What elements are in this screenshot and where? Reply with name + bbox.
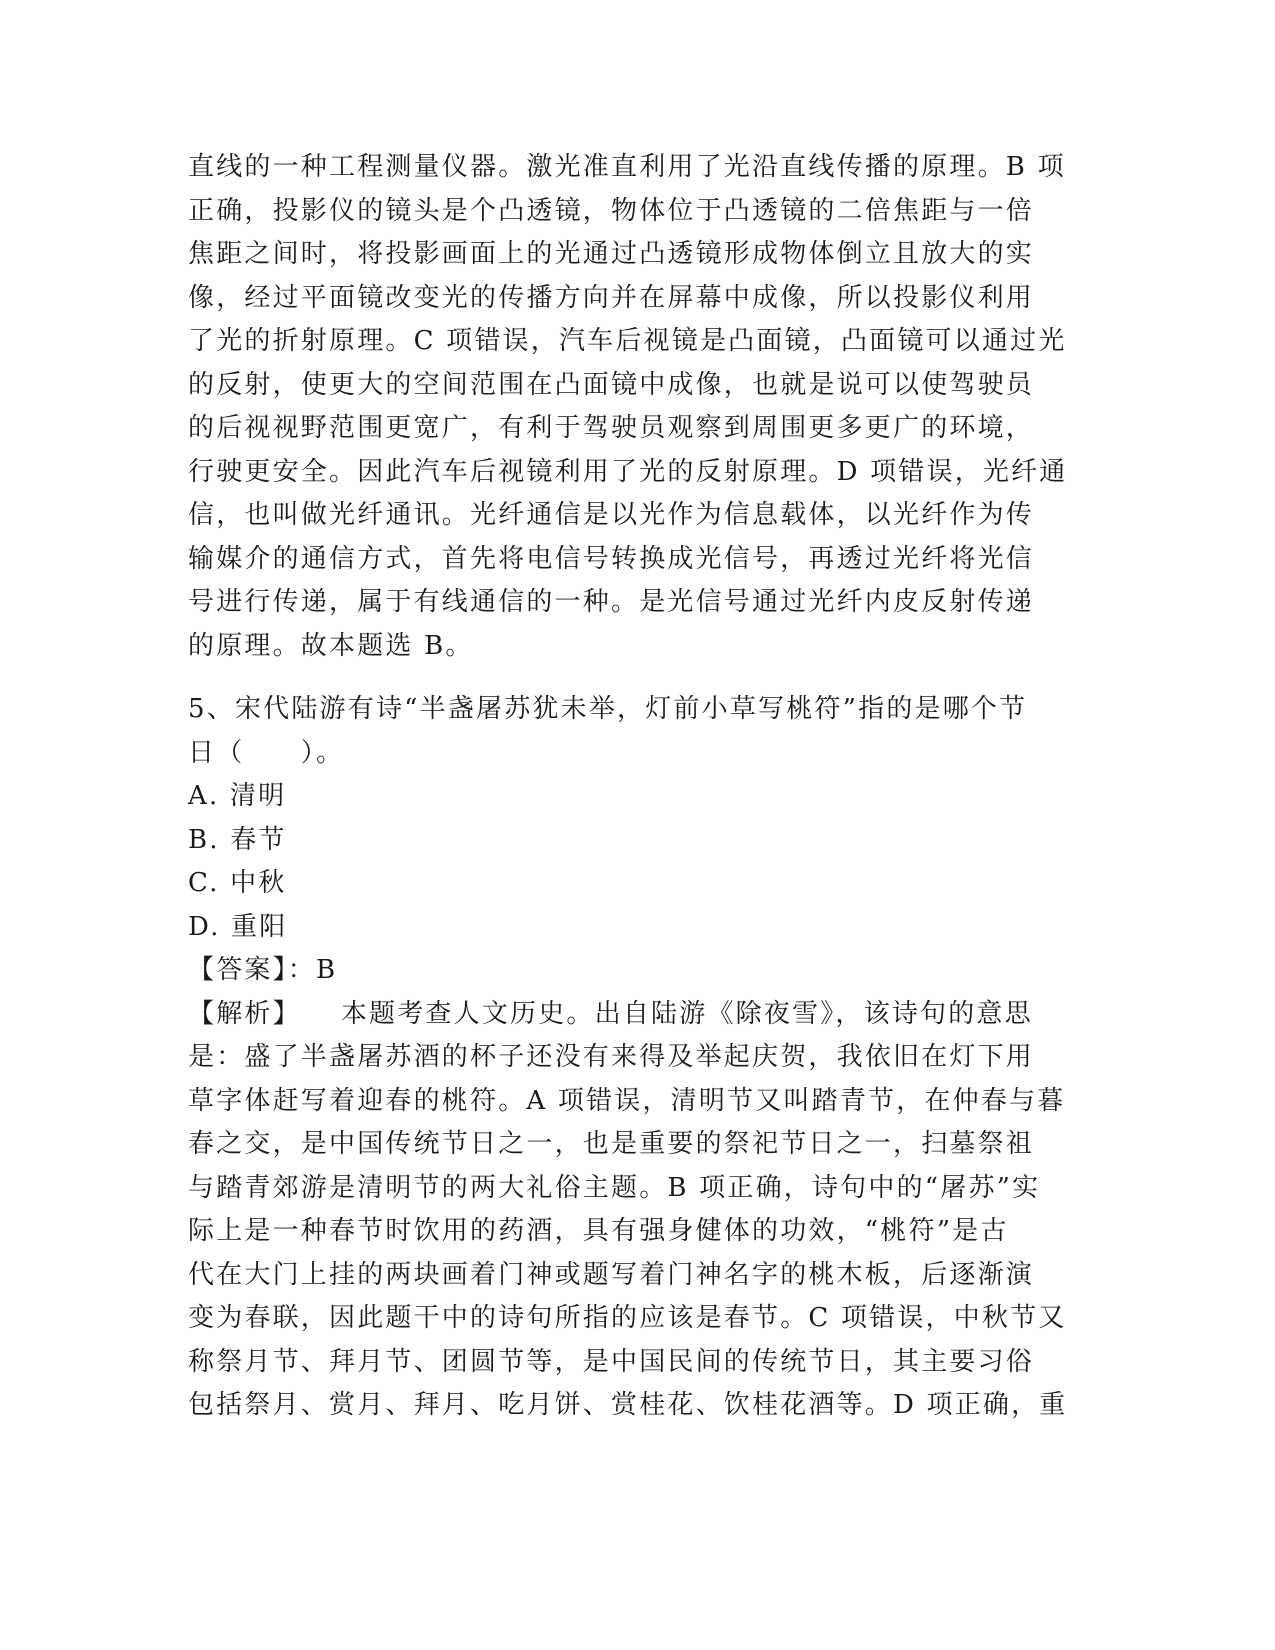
analysis-line: 是：盛了半盏屠苏酒的杯子还没有来得及举起庆贺，我依旧在灯下用 [188, 1042, 1035, 1072]
explanation-line: 焦距之间时，将投影画面上的光通过凸透镜形成物体倒立且放大的实 [188, 239, 1035, 269]
analysis-first-text: 本题考查人文历史。出自陆游《除夜雪》，该诗句的意思 [340, 998, 1033, 1029]
analysis-first-line [188, 993, 1088, 1037]
question-block [188, 688, 1088, 1428]
explanation-line: 信，也叫做光纤通讯。光纤通信是以光作为信息载体，以光纤作为传 [188, 500, 1035, 530]
option-d: D. 重阳 [188, 911, 288, 942]
explanation-line: 直线的一种工程测量仪器。激光准直利用了光沿直线传播的原理。B 项 [188, 152, 1066, 182]
option-c: C. 中秋 [188, 868, 287, 898]
answer-row [188, 949, 1088, 993]
question-title-line: 5、宋代陆游有诗“半盏屠苏犹未举，灯前小草写桃符”指的是哪个节 [188, 694, 1028, 724]
analysis-line: 草字体赶写着迎春的桃符。A 项错误，清明节又叫踏青节，在仲春与暮 [188, 1085, 1066, 1116]
explanation-line: 行驶更安全。因此汽车后视镜利用了光的反射原理。D 项错误，光纤通 [188, 456, 1068, 487]
question-title-line: 日（ ）。 [188, 737, 345, 768]
question-title [188, 688, 1088, 775]
analysis-line: 变为春联，因此题干中的诗句所指的应该是春节。C 项错误，中秋节又 [188, 1303, 1067, 1333]
previous-explanation [188, 146, 1088, 668]
explanation-line: 的后视视野范围更宽广，有利于驾驶员观察到周围更多更广的环境， [188, 413, 1035, 443]
answer-label: 【答案】： [188, 955, 317, 985]
analysis-label: 【解析】 [188, 998, 301, 1029]
option-list [188, 775, 1088, 949]
explanation-line: 的原理。故本题选 B。 [188, 630, 474, 661]
answer-value: B [316, 955, 338, 985]
analysis [188, 993, 1088, 1428]
option-b: B. 春节 [188, 824, 287, 855]
explanation-line: 号进行传递，属于有线通信的一种。是光信号通过光纤内皮反射传递 [188, 587, 1035, 617]
analysis-line: 包括祭月、赏月、拜月、吃月饼、赏桂花、饮桂花酒等。D 项正确，重 [188, 1390, 1068, 1420]
analysis-line: 春之交，是中国传统节日之一，也是重要的祭祀节日之一，扫墓祭祖 [188, 1129, 1035, 1159]
analysis-line: 与踏青郊游是清明节的两大礼俗主题。B 项正确，诗句中的“屠苏”实 [188, 1172, 1041, 1203]
analysis-line: 际上是一种春节时饮用的药酒，具有强身健体的功效，“桃符”是古 [188, 1216, 1009, 1246]
explanation-line: 正确，投影仪的镜头是个凸透镜，物体位于凸透镜的二倍焦距与一倍 [188, 195, 1035, 226]
explanation-line: 的反射，使更大的空间范围在凸面镜中成像，也就是说可以使驾驶员 [188, 369, 1035, 400]
option-a: A. 清明 [188, 781, 287, 811]
explanation-line: 输媒介的通信方式，首先将电信号转换成光信号，再透过光纤将光信 [188, 543, 1035, 574]
analysis-line: 代在大门上挂的两块画着门神或题写着门神名字的桃木板，后逐渐演 [188, 1259, 1035, 1290]
explanation-line: 了光的折射原理。C 项错误，汽车后视镜是凸面镜，凸面镜可以通过光 [188, 326, 1067, 356]
explanation-line: 像，经过平面镜改变光的传播方向并在屏幕中成像，所以投影仪利用 [188, 282, 1035, 313]
analysis-line: 称祭月节、拜月节、团圆节等，是中国民间的传统节日，其主要习俗 [188, 1346, 1035, 1377]
